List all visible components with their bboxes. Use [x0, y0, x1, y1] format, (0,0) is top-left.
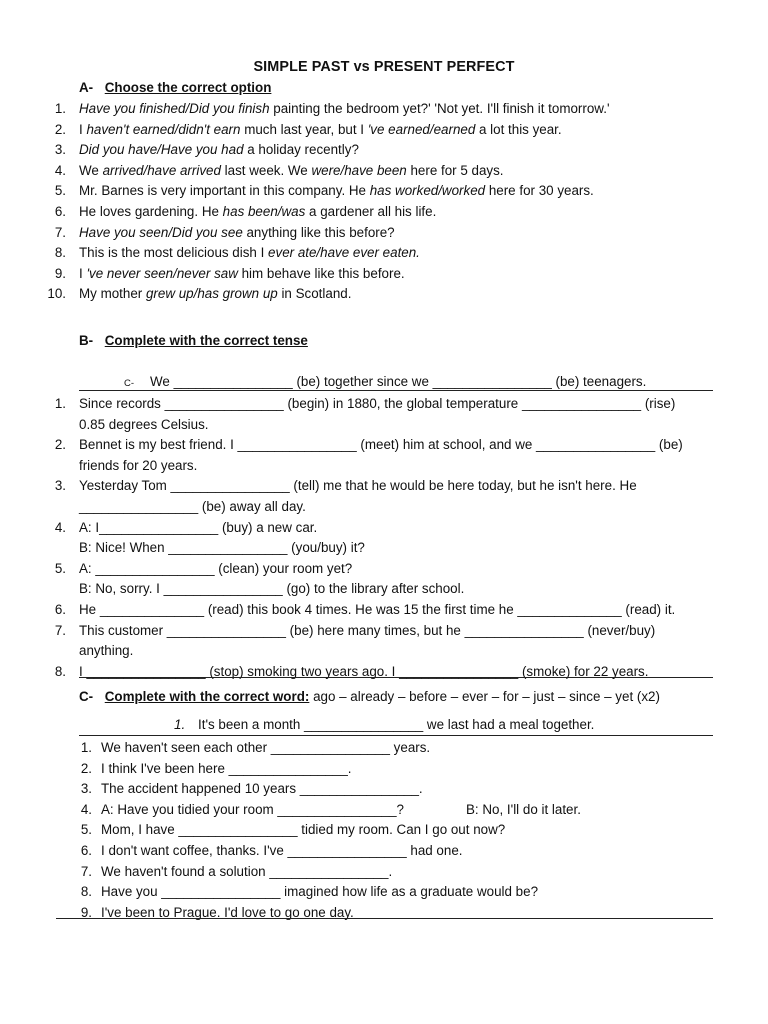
- exercise-line: [0, 579, 768, 599]
- exercise-line: [0, 518, 768, 538]
- item-text: A: ________________ (clean) your room yet?: [79, 560, 353, 576]
- item-text: anything.: [79, 643, 134, 659]
- item-number: 7.: [54, 224, 66, 240]
- item-text: This customer ________________ (be) here many times, but he ________________ (never/buy): [79, 622, 656, 638]
- section-a-title: Choose the correct option: [104, 80, 272, 95]
- item-text: The accident happened 10 years ________________.: [101, 781, 423, 797]
- item-number: 3.: [80, 781, 92, 797]
- item-number: 2.: [80, 760, 92, 776]
- exercise-line: [0, 600, 768, 620]
- option-choices: arrived/have arrived: [102, 162, 221, 178]
- exercise-line: [0, 882, 768, 902]
- question-item: [0, 284, 768, 304]
- question-item: [0, 99, 768, 119]
- item-number: 2.: [54, 437, 66, 453]
- section-a-heading: [79, 78, 271, 98]
- example-text: It's been a month ________________ we last had a meal together.: [198, 717, 595, 732]
- option-choices: Have you finished/Did you finish: [79, 101, 270, 116]
- sentence-text: Mr. Barnes is very important in this company. He: [79, 183, 370, 199]
- item-text: [79, 120, 562, 140]
- sentence-text: anything like this before?: [242, 224, 395, 240]
- section-b-example: [124, 372, 646, 394]
- item-text: We haven't seen each other ________________ years.: [101, 740, 431, 755]
- item-text: ________________ (be) away all day.: [79, 499, 306, 514]
- sentence-text: a gardener all his life.: [305, 204, 437, 219]
- option-choices: 've never seen/never saw: [86, 265, 238, 281]
- option-choices: Have you seen/Did you see: [79, 224, 243, 240]
- option-choices: haven't earned/didn't earn: [86, 121, 241, 137]
- exercise-line: [0, 559, 768, 579]
- divider-line: [79, 735, 713, 736]
- exercise-line: [0, 621, 768, 641]
- item-number: 4.: [80, 801, 92, 817]
- item-number: 1.: [80, 740, 92, 755]
- item-number: 5.: [54, 560, 66, 576]
- item-number: 9.: [80, 904, 92, 920]
- page-title: SIMPLE PAST vs PRESENT PERFECT: [253, 59, 515, 75]
- question-item: [0, 181, 768, 201]
- item-text: A: Have you tidied your room ________________?: [101, 801, 404, 817]
- sentence-text: He loves gardening. He: [79, 204, 223, 219]
- section-b-title: Complete with the correct tense: [104, 333, 308, 348]
- exercise-line: [0, 415, 768, 435]
- divider-line: [79, 390, 713, 391]
- divider-line: [56, 918, 713, 919]
- item-number: 7.: [54, 622, 66, 638]
- item-text: [79, 264, 405, 284]
- sentence-text: I: [79, 265, 87, 281]
- item-text: I think I've been here ________________.: [101, 760, 352, 776]
- item-text: 0.85 degrees Celsius.: [79, 416, 209, 432]
- item-text: [79, 284, 351, 304]
- sentence-text: here for 5 days.: [406, 162, 504, 178]
- exercise-line: [0, 759, 768, 779]
- question-item: [0, 243, 768, 263]
- question-item: [0, 264, 768, 284]
- sentence-text: This is the most delicious dish I: [79, 245, 269, 261]
- sentence-text: painting the bedroom yet?' 'Not yet. I'll finish it tomorrow.': [269, 101, 610, 116]
- sentence-text: My mother: [79, 286, 146, 302]
- option-choices: were/have been: [311, 162, 407, 178]
- question-item: [0, 120, 768, 140]
- item-number: 6.: [54, 204, 66, 219]
- item-number: 5.: [54, 183, 66, 199]
- example-text: We ________________ (be) together since we ________________ (be) teenagers.: [150, 374, 647, 389]
- sentence-text: a lot this year.: [475, 121, 562, 137]
- item-number: 6.: [80, 843, 92, 858]
- item-number: 6.: [54, 602, 66, 617]
- section-c-letter: C-: [79, 689, 94, 704]
- item-text: Mom, I have ________________ tidied my room. Can I go out now?: [101, 822, 506, 838]
- question-item: [0, 140, 768, 160]
- sentence-text: last week. We: [220, 162, 312, 178]
- item-number: 3.: [54, 478, 66, 494]
- sentence-text: I: [79, 121, 87, 137]
- item-number: 2.: [54, 121, 66, 137]
- question-item: [0, 161, 768, 181]
- item-text: We haven't found a solution ________________.: [101, 863, 393, 879]
- question-item: [0, 202, 768, 222]
- item-number: 9.: [54, 265, 66, 281]
- exercise-line: [0, 800, 768, 820]
- item-number: 7.: [80, 863, 92, 879]
- option-choices: grew up/has grown up: [145, 286, 278, 302]
- sentence-text: We: [79, 162, 103, 178]
- item-text: [79, 181, 594, 201]
- option-choices: Did you have/Have you had: [79, 142, 244, 158]
- item-number: 8.: [54, 245, 66, 261]
- item-number: 8.: [80, 884, 92, 900]
- section-a-letter: A-: [79, 80, 94, 95]
- item-number: 5.: [80, 822, 92, 838]
- option-choices: 've earned/earned: [367, 121, 476, 137]
- option-choices: ever ate/have ever eaten.: [268, 245, 420, 261]
- exercise-line: [0, 456, 768, 476]
- section-c-heading: [79, 687, 660, 707]
- example-marker: C-: [124, 378, 135, 389]
- exercise-line: [0, 394, 768, 414]
- exercise-line: [0, 738, 768, 758]
- word-bank: ago – already – before – ever – for – just – since – yet (x2): [313, 689, 660, 704]
- section-b-heading: [79, 331, 308, 351]
- item-text: [79, 99, 610, 119]
- question-item: [0, 223, 768, 243]
- exercise-line: [0, 862, 768, 882]
- exercise-line: [0, 820, 768, 840]
- item-text: I ________________ (stop) smoking two years ago. I ________________ (smoke) for 22 years.: [79, 663, 649, 679]
- item-number: 1.: [54, 396, 66, 411]
- item-number: 3.: [54, 142, 66, 158]
- sentence-text: much last year, but I: [240, 121, 368, 137]
- exercise-line: [0, 538, 768, 558]
- item-text: B: Nice! When ________________ (you/buy) it?: [79, 540, 365, 556]
- item-text: friends for 20 years.: [79, 457, 198, 473]
- divider-line: [79, 677, 713, 678]
- sentence-text: here for 30 years.: [485, 183, 594, 199]
- item-text: I don't want coffee, thanks. I've ________________ had one.: [101, 843, 463, 858]
- exercise-line: [0, 779, 768, 799]
- exercise-line: [0, 641, 768, 661]
- item-text: [79, 140, 359, 160]
- item-text: [79, 243, 420, 263]
- exercise-line: [0, 841, 768, 861]
- item-text: He ______________ (read) this book 4 times. He was 15 the first time he ______________ (read) it.: [79, 602, 676, 617]
- option-choices: has been/was: [222, 204, 306, 219]
- item-number: 8.: [54, 663, 66, 679]
- section-c-example: [174, 715, 594, 735]
- section-b-letter: B-: [79, 333, 94, 348]
- item-text: Yesterday Tom ________________ (tell) me that he would be here today, but he isn't here. He: [79, 478, 637, 494]
- item-text: I've been to Prague. I'd love to go one day.: [101, 904, 354, 920]
- item-text: A: I________________ (buy) a new car.: [79, 519, 318, 535]
- option-choices: has worked/worked: [369, 183, 486, 199]
- exercise-line: [0, 497, 768, 517]
- sentence-text: in Scotland.: [277, 286, 352, 302]
- item-text: Bennet is my best friend. I ________________ (meet) him at school, and we ________________ (be): [79, 437, 683, 453]
- item-text: B: No, sorry. I ________________ (go) to the library after school.: [79, 581, 465, 597]
- item-text: Have you ________________ imagined how life as a graduate would be?: [101, 884, 539, 900]
- example-number: 1.: [174, 717, 186, 732]
- item-text: Since records ________________ (begin) in 1880, the global temperature ________________ (rise): [79, 396, 676, 411]
- exercise-line: [0, 476, 768, 496]
- item-number: 10.: [47, 286, 66, 302]
- item-text: [79, 161, 504, 181]
- exercise-line: [0, 903, 768, 923]
- exercise-line: [0, 435, 768, 455]
- sentence-text: him behave like this before.: [237, 265, 405, 281]
- item-number: 4.: [54, 519, 66, 535]
- sentence-text: a holiday recently?: [243, 142, 359, 158]
- section-c-title: Complete with the correct word:: [104, 689, 310, 704]
- item-number: 1.: [54, 101, 66, 116]
- exercise-line: [0, 662, 768, 682]
- item-text: [79, 223, 395, 243]
- item-text: [79, 202, 436, 222]
- item-number: 4.: [54, 162, 66, 178]
- answer-text: B: No, I'll do it later.: [466, 801, 581, 817]
